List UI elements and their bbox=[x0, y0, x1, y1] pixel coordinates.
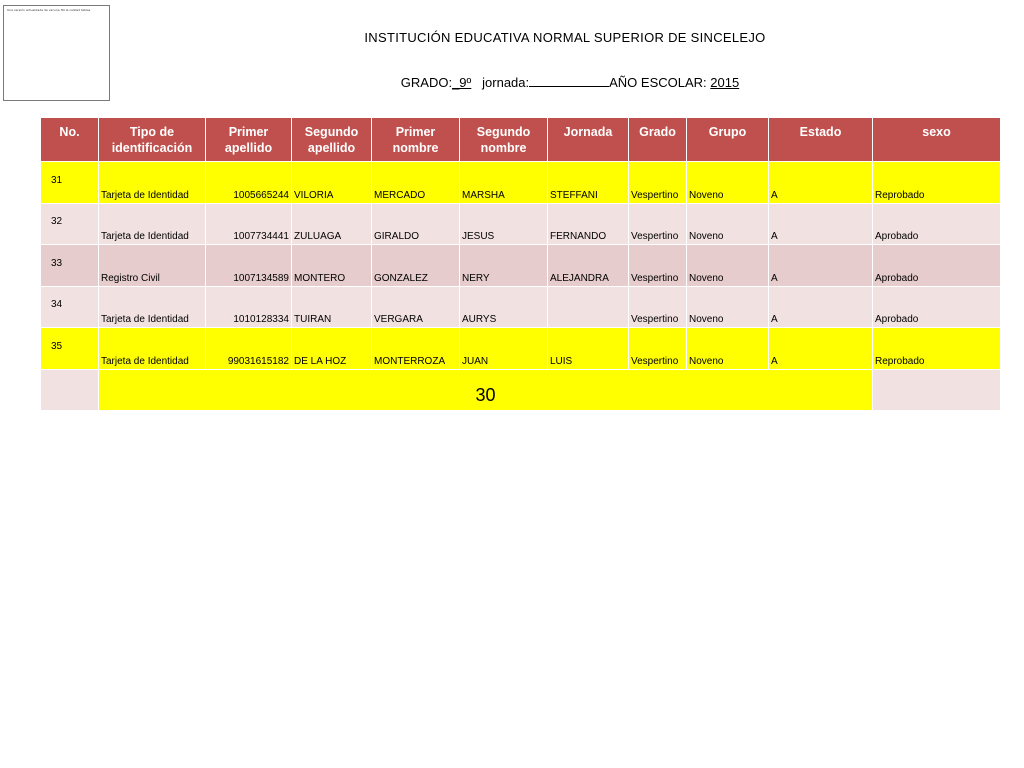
grado-label: GRADO: bbox=[400, 75, 453, 90]
table-row bbox=[41, 203, 1001, 245]
table-row bbox=[41, 245, 1001, 287]
total-row-right-cell bbox=[873, 369, 1001, 411]
cell-tipo-identificacion: Tarjeta de Identidad bbox=[99, 162, 206, 204]
table-row bbox=[41, 162, 1001, 204]
header-primer-apellido: Primer apellido bbox=[206, 118, 292, 162]
cell-grupo: A bbox=[769, 286, 873, 328]
cell-primer-nombre: NERY bbox=[460, 245, 548, 287]
grado-line bbox=[340, 74, 800, 91]
cell-jornada: Vespertino bbox=[629, 162, 687, 204]
cell-grado: Noveno bbox=[687, 286, 769, 328]
cell-primer-nombre: MARSHA bbox=[460, 162, 548, 204]
header-primer-nombre: Primer nombre bbox=[372, 118, 460, 162]
cell-segundo-nombre: ALEJANDRA bbox=[548, 245, 629, 287]
table-row bbox=[41, 328, 1001, 370]
cell-no: 34 bbox=[41, 286, 99, 328]
cell-documento: 1010128334 bbox=[206, 286, 292, 328]
cell-jornada: Vespertino bbox=[629, 286, 687, 328]
cell-estado: Reprobado bbox=[873, 162, 1001, 204]
cell-estado: Aprobado bbox=[873, 286, 1001, 328]
cell-grupo: A bbox=[769, 162, 873, 204]
cell-documento: 1007134589 bbox=[206, 245, 292, 287]
cell-grado: Noveno bbox=[687, 245, 769, 287]
total-row bbox=[41, 369, 1001, 411]
header-jornada: Jornada bbox=[548, 118, 629, 162]
cell-no: 35 bbox=[41, 328, 99, 370]
cell-estado: Aprobado bbox=[873, 245, 1001, 287]
header-estado: Estado bbox=[769, 118, 873, 162]
cell-estado: Aprobado bbox=[873, 203, 1001, 245]
cell-primer-apellido: ZULUAGA bbox=[292, 203, 372, 245]
cell-tipo-identificacion: Registro Civil bbox=[99, 245, 206, 287]
cell-segundo-apellido: MONTERROZA bbox=[372, 328, 460, 370]
cell-segundo-apellido: VERGARA bbox=[372, 286, 460, 328]
cell-jornada: Vespertino bbox=[629, 203, 687, 245]
cell-primer-nombre: JESUS bbox=[460, 203, 548, 245]
anio-label: AÑO ESCOLAR: bbox=[609, 75, 707, 90]
header-segundo-apellido: Segundo apellido bbox=[292, 118, 372, 162]
cell-primer-apellido: TUIRAN bbox=[292, 286, 372, 328]
cell-grado: Noveno bbox=[687, 203, 769, 245]
jornada-blank bbox=[529, 74, 609, 87]
logo-placeholder bbox=[3, 5, 110, 101]
cell-segundo-nombre: STEFFANI bbox=[548, 162, 629, 204]
header-grupo: Grupo bbox=[687, 118, 769, 162]
cell-documento: 99031615182 bbox=[206, 328, 292, 370]
header-segundo-nombre: Segundo nombre bbox=[460, 118, 548, 162]
grado-value: _9º bbox=[452, 75, 472, 90]
cell-grado: Noveno bbox=[687, 162, 769, 204]
cell-segundo-apellido: GONZALEZ bbox=[372, 245, 460, 287]
cell-no: 31 bbox=[41, 162, 99, 204]
cell-tipo-identificacion: Tarjeta de Identidad bbox=[99, 328, 206, 370]
anio-value: 2015 bbox=[710, 75, 740, 90]
header-no: No. bbox=[41, 118, 99, 162]
cell-segundo-nombre: FERNANDO bbox=[548, 203, 629, 245]
cell-primer-nombre: JUAN bbox=[460, 328, 548, 370]
cell-grupo: A bbox=[769, 245, 873, 287]
cell-jornada: Vespertino bbox=[629, 328, 687, 370]
students-table bbox=[40, 117, 1001, 411]
cell-grupo: A bbox=[769, 328, 873, 370]
cell-primer-apellido: MONTERO bbox=[292, 245, 372, 287]
cell-primer-apellido: DE LA HOZ bbox=[292, 328, 372, 370]
cell-no: 33 bbox=[41, 245, 99, 287]
cell-tipo-identificacion: Tarjeta de Identidad bbox=[99, 203, 206, 245]
total-value: 30 bbox=[99, 369, 873, 411]
cell-estado: Reprobado bbox=[873, 328, 1001, 370]
cell-no: 32 bbox=[41, 203, 99, 245]
header-sexo: sexo bbox=[873, 118, 1001, 162]
cell-documento: 1005665244 bbox=[206, 162, 292, 204]
cell-segundo-apellido: MERCADO bbox=[372, 162, 460, 204]
cell-segundo-apellido: GIRALDO bbox=[372, 203, 460, 245]
institution-title: INSTITUCIÓN EDUCATIVA NORMAL SUPERIOR DE SINCELEJO bbox=[364, 30, 766, 45]
cell-jornada: Vespertino bbox=[629, 245, 687, 287]
cell-primer-apellido: VILORIA bbox=[292, 162, 372, 204]
header-grado: Grado bbox=[629, 118, 687, 162]
cell-segundo-nombre: LUIS bbox=[548, 328, 629, 370]
logo-caption: Una versión actualizada de vacuna 3D la calidad tablas bbox=[7, 8, 91, 12]
table-header-row bbox=[41, 118, 1001, 162]
cell-documento: 1007734441 bbox=[206, 203, 292, 245]
cell-grupo: A bbox=[769, 203, 873, 245]
cell-segundo-nombre bbox=[548, 286, 629, 328]
jornada-label: jornada: bbox=[482, 75, 530, 90]
cell-tipo-identificacion: Tarjeta de Identidad bbox=[99, 286, 206, 328]
table-row bbox=[41, 286, 1001, 328]
header-tipo-identificacion: Tipo de identificación bbox=[99, 118, 206, 162]
cell-primer-nombre: AURYS bbox=[460, 286, 548, 328]
total-row-left-cell bbox=[41, 369, 99, 411]
cell-grado: Noveno bbox=[687, 328, 769, 370]
